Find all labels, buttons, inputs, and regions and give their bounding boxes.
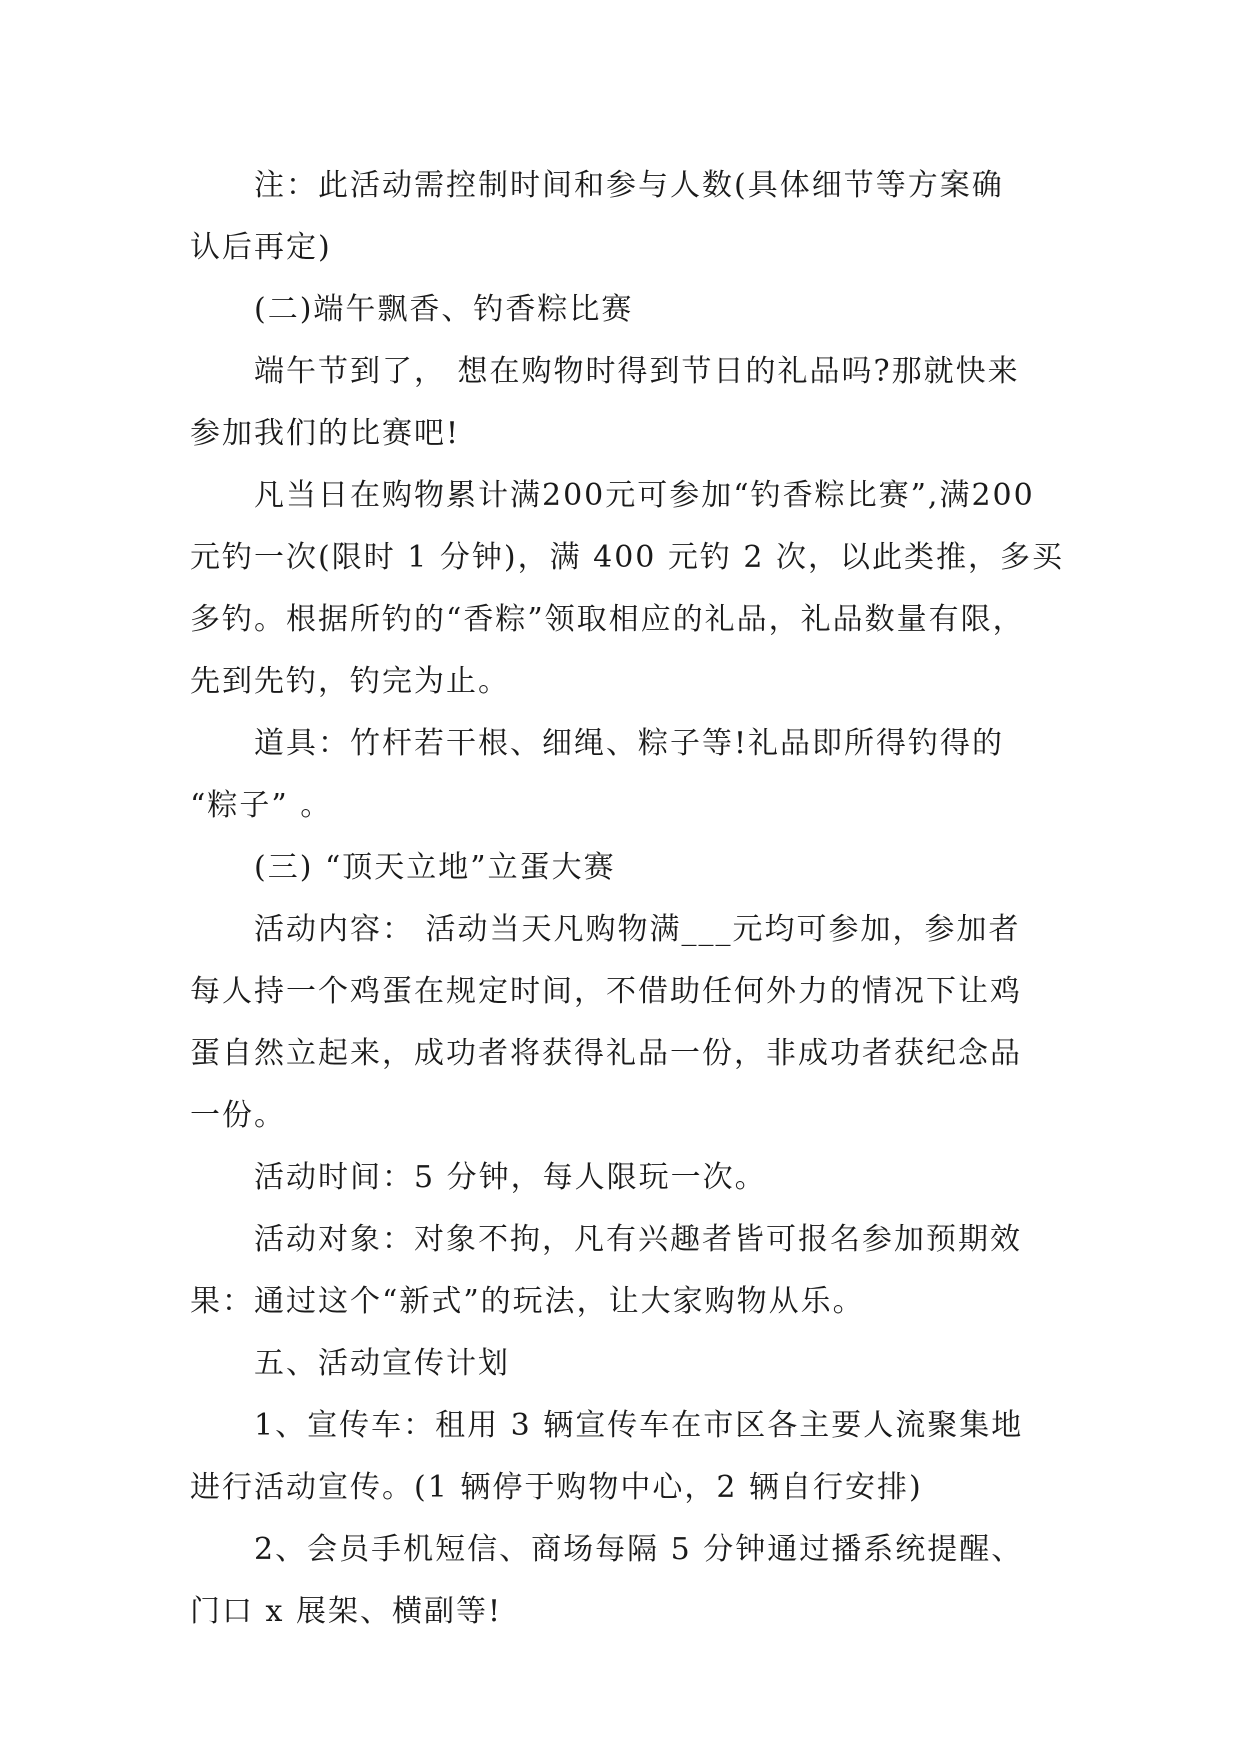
section-heading: (三) “顶天立地”立蛋大赛 bbox=[254, 850, 616, 885]
text-line: 认后再定) bbox=[190, 230, 332, 265]
text-line: 每人持一个鸡蛋在规定时间，不借助任何外力的情况下让鸡 bbox=[190, 974, 1022, 1009]
text-line: 道具：竹杆若干根、细绳、粽子等!礼品即所得钓得的 bbox=[254, 726, 1005, 761]
section-heading: (二)端午飘香、钓香粽比赛 bbox=[254, 292, 634, 327]
text-line: 1、宣传车：租用 3 辆宣传车在市区各主要人流聚集地 bbox=[254, 1408, 1024, 1443]
text-line: 元钓一次(限时 1 分钟)，满 400 元钓 2 次，以此类推，多买 bbox=[190, 540, 1065, 575]
text-line: 参加我们的比赛吧! bbox=[190, 416, 461, 451]
text-line: 活动时间：5 分钟，每人限玩一次。 bbox=[254, 1160, 767, 1195]
text-line: 果：通过这个“新式”的玩法，让大家购物从乐。 bbox=[190, 1284, 865, 1319]
text-line: “粽子” 。 bbox=[190, 788, 333, 823]
document-body bbox=[190, 155, 1065, 1643]
text-line: 凡当日在购物累计满200元可参加“钓香粽比赛”,满200 bbox=[254, 478, 1035, 513]
text-line: 先到先钓，钓完为止。 bbox=[190, 664, 510, 699]
text-line: 活动对象：对象不拘，凡有兴趣者皆可报名参加预期效 bbox=[254, 1222, 1022, 1257]
text-line: 多钓。根据所钓的“香粽”领取相应的礼品，礼品数量有限， bbox=[190, 602, 1025, 637]
text-line: 活动内容： 活动当天凡购物满___元均可参加，参加者 bbox=[254, 912, 1021, 947]
text-line: 一份。 bbox=[190, 1098, 286, 1133]
text-line: 2、会员手机短信、商场每隔 5 分钟通过播系统提醒、 bbox=[254, 1532, 1024, 1567]
text-line: 注：此活动需控制时间和参与人数(具体细节等方案确 bbox=[254, 168, 1004, 203]
text-line: 进行活动宣传。(1 辆停于购物中心，2 辆自行安排) bbox=[190, 1470, 923, 1505]
text-line: 端午节到了， 想在购物时得到节日的礼品吗?那就快来 bbox=[254, 354, 1020, 389]
text-line: 蛋自然立起来，成功者将获得礼品一份，非成功者获纪念品 bbox=[190, 1036, 1022, 1071]
text-line: 门口 x 展架、横副等! bbox=[190, 1594, 503, 1629]
section-heading: 五、活动宣传计划 bbox=[254, 1346, 510, 1381]
